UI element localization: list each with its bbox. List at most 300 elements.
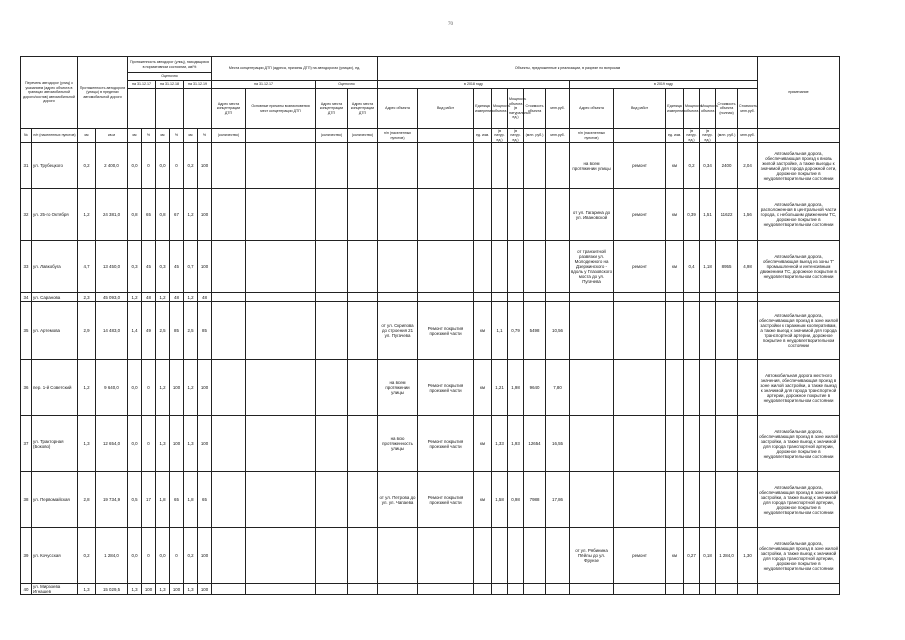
cell-b: 0,0 [156,143,170,189]
header-dtp-places: Места концентрации ДТП (адреса, причины ДТП) на автодорогах (улицах), ед. [212,57,378,81]
cell-ap: 0 [142,143,156,189]
cell-work [418,143,474,189]
cell-cost-full: 2400 [716,143,738,189]
cell-work [418,293,474,302]
cell-pow [508,241,524,293]
cell-obj-2: от ул. Гагарина до ул. Ивановской [570,189,614,241]
cell-cost-mln: 17,86 [546,472,570,528]
cell-cp: 100 [198,416,212,472]
cell-c: 2,5 [184,302,198,360]
unit-cap-2: (в натур. ед.) [684,129,700,143]
cell-note: Автомобильная дорога, обеспечивающая выезд из зоны 'Г' промышленной и интенсивным движением ТС, дорожное покрытие в неудовлетворительном состоянии [758,241,840,293]
cell-b: 0,0 [156,528,170,584]
unit-unit: ед. изм. [474,129,492,143]
cell-num: 32 [21,189,32,241]
header-norm-condition: Протяженность автодорог (улиц), находящихся в нормативном состоянии, км/% [128,57,212,73]
cell-ap: 0 [142,360,156,416]
cell-cap-2: 0,4 [684,241,700,293]
cell-unit [474,584,492,595]
cell-work-2 [614,416,666,472]
cell-b: 2,5 [156,302,170,360]
cell-work [418,528,474,584]
cell-cap: 1,21 [492,360,508,416]
cell-note: Автомобильная дорога, обеспечивающая проезд в зоне жилой застройки, а также выезд к значимой для города транспортной артерии, дорожное покрытие в неудовлетворительном состоянии [758,472,840,528]
cell-km: 1,3 [78,584,96,595]
header-power-2: Мощность объекта [700,89,716,129]
road-register-table [20,56,840,595]
unit-km-c: км [184,129,198,143]
cell-unit-2 [666,360,684,416]
cell-cap-2 [684,293,700,302]
header-reasons: Основные причины возникновения мест концентрации ДТП [246,89,316,129]
table-row [21,472,840,528]
cell-c: 1,2 [184,293,198,302]
cell-work-2: ремонт [614,241,666,293]
cell-unit [474,241,492,293]
cell-cap-2 [684,360,700,416]
cell-cp: 100 [198,584,212,595]
cell-pow [508,584,524,595]
unit-reasons [246,129,316,143]
cell-ap: 48 [142,293,156,302]
cell-km: 2,9 [78,302,96,360]
cell-work-2 [614,360,666,416]
header-total-length: Протяженность автодороги (улицы) в пределах автомобильной дороги [78,57,128,129]
cell-pow-2 [700,584,716,595]
cell-obj [378,241,418,293]
cell-sqm: 45 093,0 [96,293,128,302]
unit-addr-2: п/п (населенных пунктов) [570,129,614,143]
cell-bp: 65 [170,472,184,528]
cell-num: 33 [21,241,32,293]
cell-obj-2: от транзитной развязки ул. Молодежного на Дзержинского - вдоль у Глазовского моста до ул. Пугачева [570,241,614,293]
cell-cost [524,143,546,189]
cell-work-2: ремонт [614,528,666,584]
cell-cost-mln [546,143,570,189]
cell-pow-2 [700,360,716,416]
table-row [21,241,840,293]
cell-cost-mln: 16,55 [546,416,570,472]
cell-pow: 1,98 [508,360,524,416]
cell-cap-2 [684,584,700,595]
cell-unit [474,528,492,584]
cell-cap-2: 0,27 [684,528,700,584]
header-date-2018: на 31.12.18 [156,81,184,89]
cell-note: Автомобильная дорога, обеспечивающая проезд в зоне жилой застройки к гаражным кооперативам, а также выезд к значимой для города транспортной артерии, дорожное покрытие в неудовлетворительном состоянии [758,302,840,360]
cell-road-name: ул. 25-го Октября [32,189,78,241]
cell-km: 0,2 [78,143,96,189]
cell-a: 0,8 [128,189,142,241]
header-obj-address: Адрес объекта [378,89,418,129]
cell-cap-2: 0,39 [684,189,700,241]
cell-sqm: 13 450,0 [96,241,128,293]
header-estimated: Оценочно [128,73,212,81]
cell-cost-mln [546,528,570,584]
cell-b: 1,3 [156,416,170,472]
cell-num: 31 [21,143,32,189]
cell-obj: от ул. Петрова до ул. ул. Чапаева [378,472,418,528]
cell-km: 2,8 [78,472,96,528]
unit-num: № [21,129,32,143]
header-work-type-2: Вид работ [614,89,666,129]
cell-pow: 0,79 [508,302,524,360]
cell-num: 40 [21,584,32,595]
cell-cost-2 [738,360,758,416]
cell-c: 0,2 [184,143,198,189]
cell-cap [492,241,508,293]
cell-ap: 0 [142,528,156,584]
cell-road-name: ул. Трубецкого [32,143,78,189]
cell-km: 4,7 [78,241,96,293]
cell-unit: км [474,472,492,528]
cell-note: Автомобильная дорога местного значения, обеспечивающая проезд в зоне жилой застройки, а также выезд к значимой для города транспортной артерии, дорожное покрытие в неудовлетворительном состоянии [758,360,840,416]
cell-ap: 17 [142,472,156,528]
cell-km: 1,2 [78,360,96,416]
cell-unit [474,293,492,302]
cell-bp: 0 [170,528,184,584]
cell-unit: км [474,416,492,472]
cell-ap: 0 [142,416,156,472]
cell-a: 1,3 [128,584,142,595]
road-register-table-sheet [20,56,838,595]
cell-note [758,293,840,302]
cell-cost-full: 11622 [716,189,738,241]
cell-a: 0,0 [128,416,142,472]
table-row [21,293,840,302]
cell-cost-full [716,293,738,302]
cell-b: 1,2 [156,293,170,302]
cell-work [418,584,474,595]
unit-pct-b: % [170,129,184,143]
cell-work-2 [614,472,666,528]
header-unit-2: Единица измерения [666,89,684,129]
table-row [21,416,840,472]
header-capacity: Мощность объекта [492,89,508,129]
cell-work: Ремонт покрытия проезжей части [418,472,474,528]
cell-work-2: ремонт [614,189,666,241]
cell-unit [474,143,492,189]
cell-obj [378,293,418,302]
unit-km-b: км [156,129,170,143]
unit-conc-2: (количество) [348,129,378,143]
cell-unit [474,189,492,241]
cell-a: 0,0 [128,360,142,416]
cell-ap: 45 [142,241,156,293]
cell-bp: 100 [170,416,184,472]
cell-pow-2: 0,18 [700,528,716,584]
cell-unit-2: км [666,143,684,189]
cell-bp: 0 [170,143,184,189]
cell-sqm: 24 381,0 [96,189,128,241]
header-address-conc-1: Адрес места концентрации ДТП [316,89,348,129]
unit-cost-2: млн.руб. [738,129,758,143]
cell-cost [524,293,546,302]
cell-road-name: ул. Тракторная (Боково) [32,416,78,472]
cell-b: 0,3 [156,241,170,293]
cell-cap-2 [684,416,700,472]
header-work-type: Вид работ [418,89,474,129]
cell-bp: 45 [170,241,184,293]
cell-num: 34 [21,293,32,302]
cell-cost [524,528,546,584]
cell-work-2 [614,584,666,595]
cell-obj: на всем протяжении улицы [378,360,418,416]
cell-pow-2: 1,51 [700,189,716,241]
cell-work: Ремонт покрытия проезжей части [418,302,474,360]
cell-cp: 100 [198,528,212,584]
cell-work-2 [614,302,666,360]
table-row [21,189,840,241]
cell-obj-2 [570,360,614,416]
cell-bp: 100 [170,360,184,416]
cell-pow [508,293,524,302]
cell-unit-2: км [666,241,684,293]
cell-pow-2 [700,416,716,472]
header-cost-mln: млн.руб. [546,89,570,129]
unit-pct-c: % [198,129,212,143]
cell-obj [378,143,418,189]
cell-pow [508,528,524,584]
header-dtp-done: Оценочно [316,81,378,89]
header-obj-address-2: Адрес объекта [570,89,614,129]
cell-cost-mln [546,241,570,293]
cell-cost-full: 1 284,0 [716,528,738,584]
cell-cost-full [716,360,738,416]
cell-c: 0,2 [184,528,198,584]
table-row [21,528,840,584]
cell-unit-2 [666,416,684,472]
cell-c: 1,3 [184,584,198,595]
cell-ap: 49 [142,302,156,360]
cell-pow-2 [700,472,716,528]
cell-cp: 100 [198,241,212,293]
cell-cost-2: 4,98 [738,241,758,293]
cell-unit-2 [666,302,684,360]
cell-sqm: 2 400,0 [96,143,128,189]
cell-work: Ремонт покрытия проезжей части [418,360,474,416]
cell-cp: 100 [198,360,212,416]
cell-cost-2: 1,30 [738,528,758,584]
cell-road-name: ул. Первомайская [32,472,78,528]
cell-km: 1,3 [78,416,96,472]
cell-unit-2 [666,293,684,302]
cell-c: 1,8 [184,472,198,528]
cell-num: 38 [21,472,32,528]
cell-sqm: 15 029,5 [96,584,128,595]
header-address-dtp: Адрес места концентрации ДТП [212,89,246,129]
header-year-2019: в 2019 году [570,81,758,89]
unit-addr: п/п (населенных пунктов) [378,129,418,143]
cell-pow [508,143,524,189]
cell-sqm: 1 284,0 [96,528,128,584]
table-row [21,143,840,189]
cell-bp: 100 [170,584,184,595]
cell-work: Ремонт покрытия проезжей части [418,416,474,472]
cell-km: 0,2 [78,528,96,584]
header-date-2017: на 31.12.17 [128,81,156,89]
cell-km: 2,3 [78,293,96,302]
cell-cost-full: 8955 [716,241,738,293]
cell-cost-2: 2,04 [738,143,758,189]
cell-obj [378,189,418,241]
header-unit: Единица измерения [474,89,492,129]
cell-num: 37 [21,416,32,472]
cell-unit-2: км [666,528,684,584]
cell-pow: 1,93 [508,416,524,472]
unit-unit-2: ед. изм. [666,129,684,143]
cell-sqm: 9 640,0 [96,360,128,416]
cell-cost-full [716,302,738,360]
cell-cp: 85 [198,302,212,360]
cell-sqm: 12 654,0 [96,416,128,472]
cell-cost-full [716,472,738,528]
cell-cap [492,143,508,189]
cell-work-2 [614,293,666,302]
cell-pow-2 [700,293,716,302]
cell-cost-full [716,416,738,472]
header-year-2018: в 2018 году [378,81,570,89]
header-dtp-date: на 31.12.17 [212,81,316,89]
cell-work [418,241,474,293]
cell-cost-mln: 10,56 [546,302,570,360]
unit-cap: (в натур. ед.) [492,129,508,143]
cell-pow-2: 0,34 [700,143,716,189]
unit-km-a: км [128,129,142,143]
unit-cost-mln: млн.руб. [546,129,570,143]
cell-unit-2: км [666,189,684,241]
unit-work [418,129,474,143]
table-row [21,302,840,360]
cell-road-name: пер. 1-й Советский [32,360,78,416]
cell-obj-2: на всем протяжении улицы [570,143,614,189]
cell-cost-mln [546,189,570,241]
cell-unit-2 [666,584,684,595]
cell-cost [524,584,546,595]
cell-obj-2 [570,416,614,472]
cell-a: 0,0 [128,143,142,189]
cell-obj-2 [570,584,614,595]
cell-unit: км [474,360,492,416]
cell-a: 1,4 [128,302,142,360]
cell-cap [492,584,508,595]
cell-b: 1,8 [156,472,170,528]
header-cost-full: Стоимость объекта (полная) [716,89,738,129]
header-address-conc-2: Адрес места концентрации ДТП [348,89,378,129]
table-row [21,360,840,416]
cell-cost-mln [546,293,570,302]
cell-sqm: 19 734,9 [96,472,128,528]
unit-sqm: кв.м [96,129,128,143]
cell-note: Автомобильная дорога, обеспечивающая проезд в зоне жилой застройки, а также выезд к значимой для города транспортной артерии, дорожное покрытие в неудовлетворительном состоянии [758,416,840,472]
cell-num: 35 [21,302,32,360]
header-planned-objects: Объекты, предложенные к реализации, в разрезе по вопросам [378,57,758,81]
cell-obj [378,584,418,595]
cell-pow [508,189,524,241]
cell-cp: 65 [198,472,212,528]
cell-a: 1,2 [128,293,142,302]
cell-c: 1,2 [184,189,198,241]
cell-cap-2 [684,302,700,360]
cell-cost [524,189,546,241]
header-cost: Стоимость объекта [524,89,546,129]
cell-work-2: ремонт [614,143,666,189]
page-number-mark: 70 [448,22,453,27]
cell-bp: 48 [170,293,184,302]
cell-c: 0,7 [184,241,198,293]
cell-cp: 100 [198,189,212,241]
unit-pow: (в натур. ед.) [508,129,524,143]
cell-obj [378,528,418,584]
cell-road-name: ул. Мирзоева Игнашев [32,584,78,595]
cell-b: 1,3 [156,584,170,595]
cell-obj: на всю протяженность улицы [378,416,418,472]
cell-c: 1,3 [184,416,198,472]
cell-a: 0,3 [128,241,142,293]
table-row [21,584,840,595]
cell-bp: 67 [170,189,184,241]
unit-work-2 [614,129,666,143]
cell-cost-2 [738,472,758,528]
header-road-name: Перечень автодорог (улиц) с указанием (адрес объекта в границах автомобильной дороги/состав) автомобильной дороги [21,57,78,129]
cell-a: 0,0 [128,528,142,584]
cell-bp: 85 [170,302,184,360]
cell-cp: 48 [198,293,212,302]
cell-cap-2: 0,2 [684,143,700,189]
cell-cap [492,293,508,302]
unit-cost-full: (млн. руб.) [716,129,738,143]
cell-cost-full [716,584,738,595]
cell-cap-2 [684,472,700,528]
cell-cost-2 [738,293,758,302]
cell-note: Автомобильная дорога, расположенная в центральной части города, с небольшим движением ТС, дорожное покрытие в неудовлетворительном состоянии [758,189,840,241]
cell-unit-2 [666,472,684,528]
cell-ap: 65 [142,189,156,241]
cell-cost: 7988 [524,472,546,528]
cell-km: 1,2 [78,189,96,241]
cell-pow: 0,98 [508,472,524,528]
cell-cost-2 [738,416,758,472]
cell-cost-2: 1,56 [738,189,758,241]
cell-cap: 1,58 [492,472,508,528]
cell-pow-2: 1,18 [700,241,716,293]
header-capacity-2: Мощность объекта [684,89,700,129]
cell-road-name: ул. Лавкобуга [32,241,78,293]
cell-cost-2 [738,584,758,595]
cell-num: 39 [21,528,32,584]
header-note: примечание [758,57,840,129]
cell-cost-mln: 7,80 [546,360,570,416]
cell-cap [492,528,508,584]
unit-pct-a: % [142,129,156,143]
cell-sqm: 14 483,0 [96,302,128,360]
cell-work [418,189,474,241]
cell-obj-2 [570,302,614,360]
unit-pow-2: (в натур. ед.) [700,129,716,143]
cell-cp: 100 [198,143,212,189]
cell-b: 0,8 [156,189,170,241]
cell-note: Автомобильная дорога, обеспечивающая проезд в зоне жилой застройки, а также выезд к значимой для города транспортной артерии, дорожное покрытие в неудовлетворительном состоянии [758,528,840,584]
cell-cost-mln [546,584,570,595]
cell-cap: 1,1 [492,302,508,360]
cell-ap: 100 [142,584,156,595]
cell-cost-2 [738,302,758,360]
cell-road-name: ул. Саранова [32,293,78,302]
unit-cost: (млн. руб.) [524,129,546,143]
cell-obj-2: от ул. Рябинина Пёйлы до ул. Фрунзе [570,528,614,584]
cell-a: 0,5 [128,472,142,528]
unit-dtp-count: (количество) [212,129,246,143]
unit-km: км [78,129,96,143]
